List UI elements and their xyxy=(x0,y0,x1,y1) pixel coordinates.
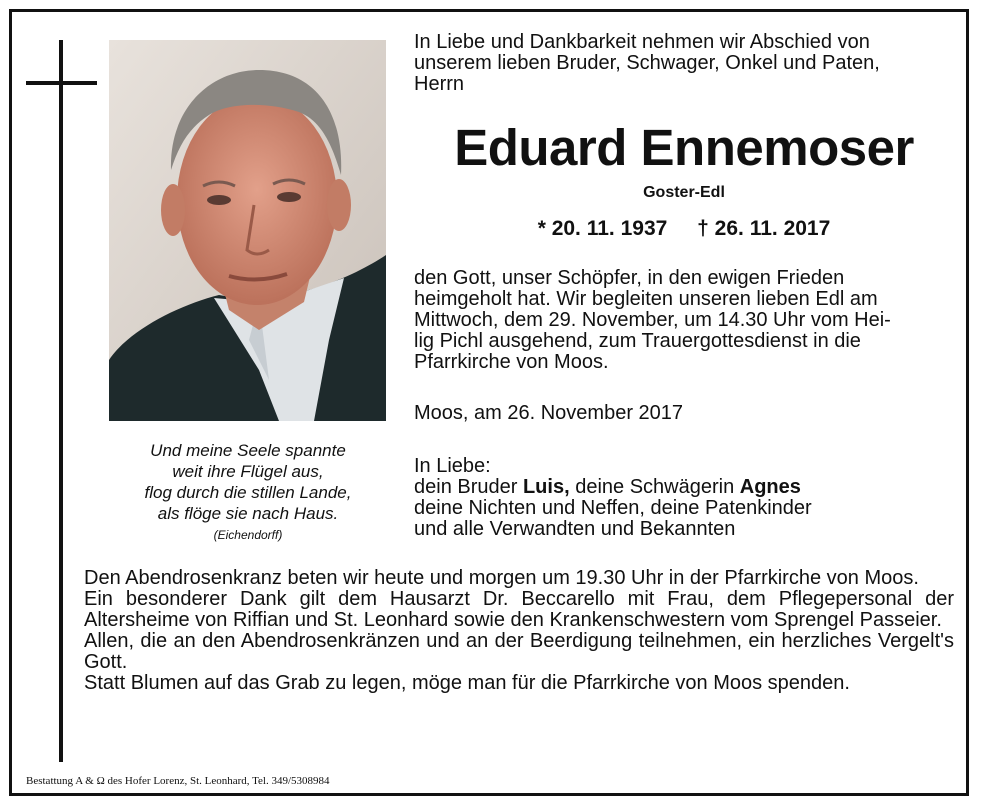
attendees-note: Allen, die an den Abendrosenkränzen und an der Beerdigung teilnehmen, ein herzliches Vergelt's Gott. xyxy=(84,630,954,673)
mourner-brother: Luis, xyxy=(522,476,570,498)
mourners-line xyxy=(414,477,954,498)
life-dates xyxy=(414,216,954,242)
intro-text xyxy=(414,32,954,95)
cross-vertical-bar xyxy=(59,40,63,762)
details-line: Mittwoch, dem 29. November, um 14.30 Uhr vom Hei- xyxy=(414,309,891,331)
place-and-date: Moos, am 26. November 2017 xyxy=(414,402,684,424)
mourners xyxy=(414,456,954,540)
intro-line: In Liebe und Dankbarkeit nehmen wir Abschied von xyxy=(414,31,870,53)
details-line: heimgeholt hat. Wir begleiten unseren lieben Edl am xyxy=(414,288,878,310)
birth-date: * 20. 11. 1937 xyxy=(537,217,668,240)
details-line: lig Pichl ausgehend, zum Trauergottesdienst in die xyxy=(414,330,861,352)
flowers-note: Statt Blumen auf das Grab zu legen, möge man für die Pfarrkirche von Moos spenden. xyxy=(84,672,850,694)
funeral-home-footer: Bestattung A & Ω des Hofer Lorenz, St. Leonhard, Tel. 349/5308984 xyxy=(26,775,330,787)
mourners-heading: In Liebe: xyxy=(414,455,491,477)
intro-line: Herrn xyxy=(414,73,465,95)
mourners-text: deine Schwägerin xyxy=(569,476,740,498)
mourner-sister-in-law: Agnes xyxy=(739,476,801,498)
closing-notes xyxy=(84,568,954,694)
poem-line: als flöge sie nach Haus. xyxy=(157,504,339,523)
thanks-note: Ein besonderer Dank gilt dem Hausarzt Dr. Beccarello mit Frau, dem Pflegepersonal der Altersheime von Riffian und St. Leonhard sowie den Krankenschwestern vom Sprengel Passeier. xyxy=(84,588,954,631)
mourners-text: dein Bruder xyxy=(414,476,523,498)
mourners-line: und alle Verwandten und Bekannten xyxy=(414,518,736,540)
funeral-details xyxy=(414,268,954,373)
portrait-photo-icon xyxy=(109,40,386,421)
details-line: den Gott, unser Schöpfer, in den ewigen Frieden xyxy=(414,267,845,289)
mourners-line: deine Nichten und Neffen, deine Patenkinder xyxy=(414,497,812,519)
poem-line: Und meine Seele spannte xyxy=(150,441,346,460)
poem-line: weit ihre Flügel aus, xyxy=(172,462,324,481)
deceased-nickname: Goster-Edl xyxy=(643,184,725,201)
deceased-name: Eduard Ennemoser xyxy=(454,119,914,176)
details-line: Pfarrkirche von Moos. xyxy=(414,351,609,373)
cross-horizontal-bar xyxy=(26,81,97,85)
poem xyxy=(100,440,396,542)
poem-line: flog durch die stillen Lande, xyxy=(144,483,352,502)
death-date: † 26. 11. 2017 xyxy=(697,217,831,240)
poem-author: (Eichendorff) xyxy=(213,528,283,542)
intro-line: unserem lieben Bruder, Schwager, Onkel und Paten, xyxy=(414,52,880,74)
rosary-note: Den Abendrosenkranz beten wir heute und morgen um 19.30 Uhr in der Pfarrkirche von Moos. xyxy=(84,567,919,589)
